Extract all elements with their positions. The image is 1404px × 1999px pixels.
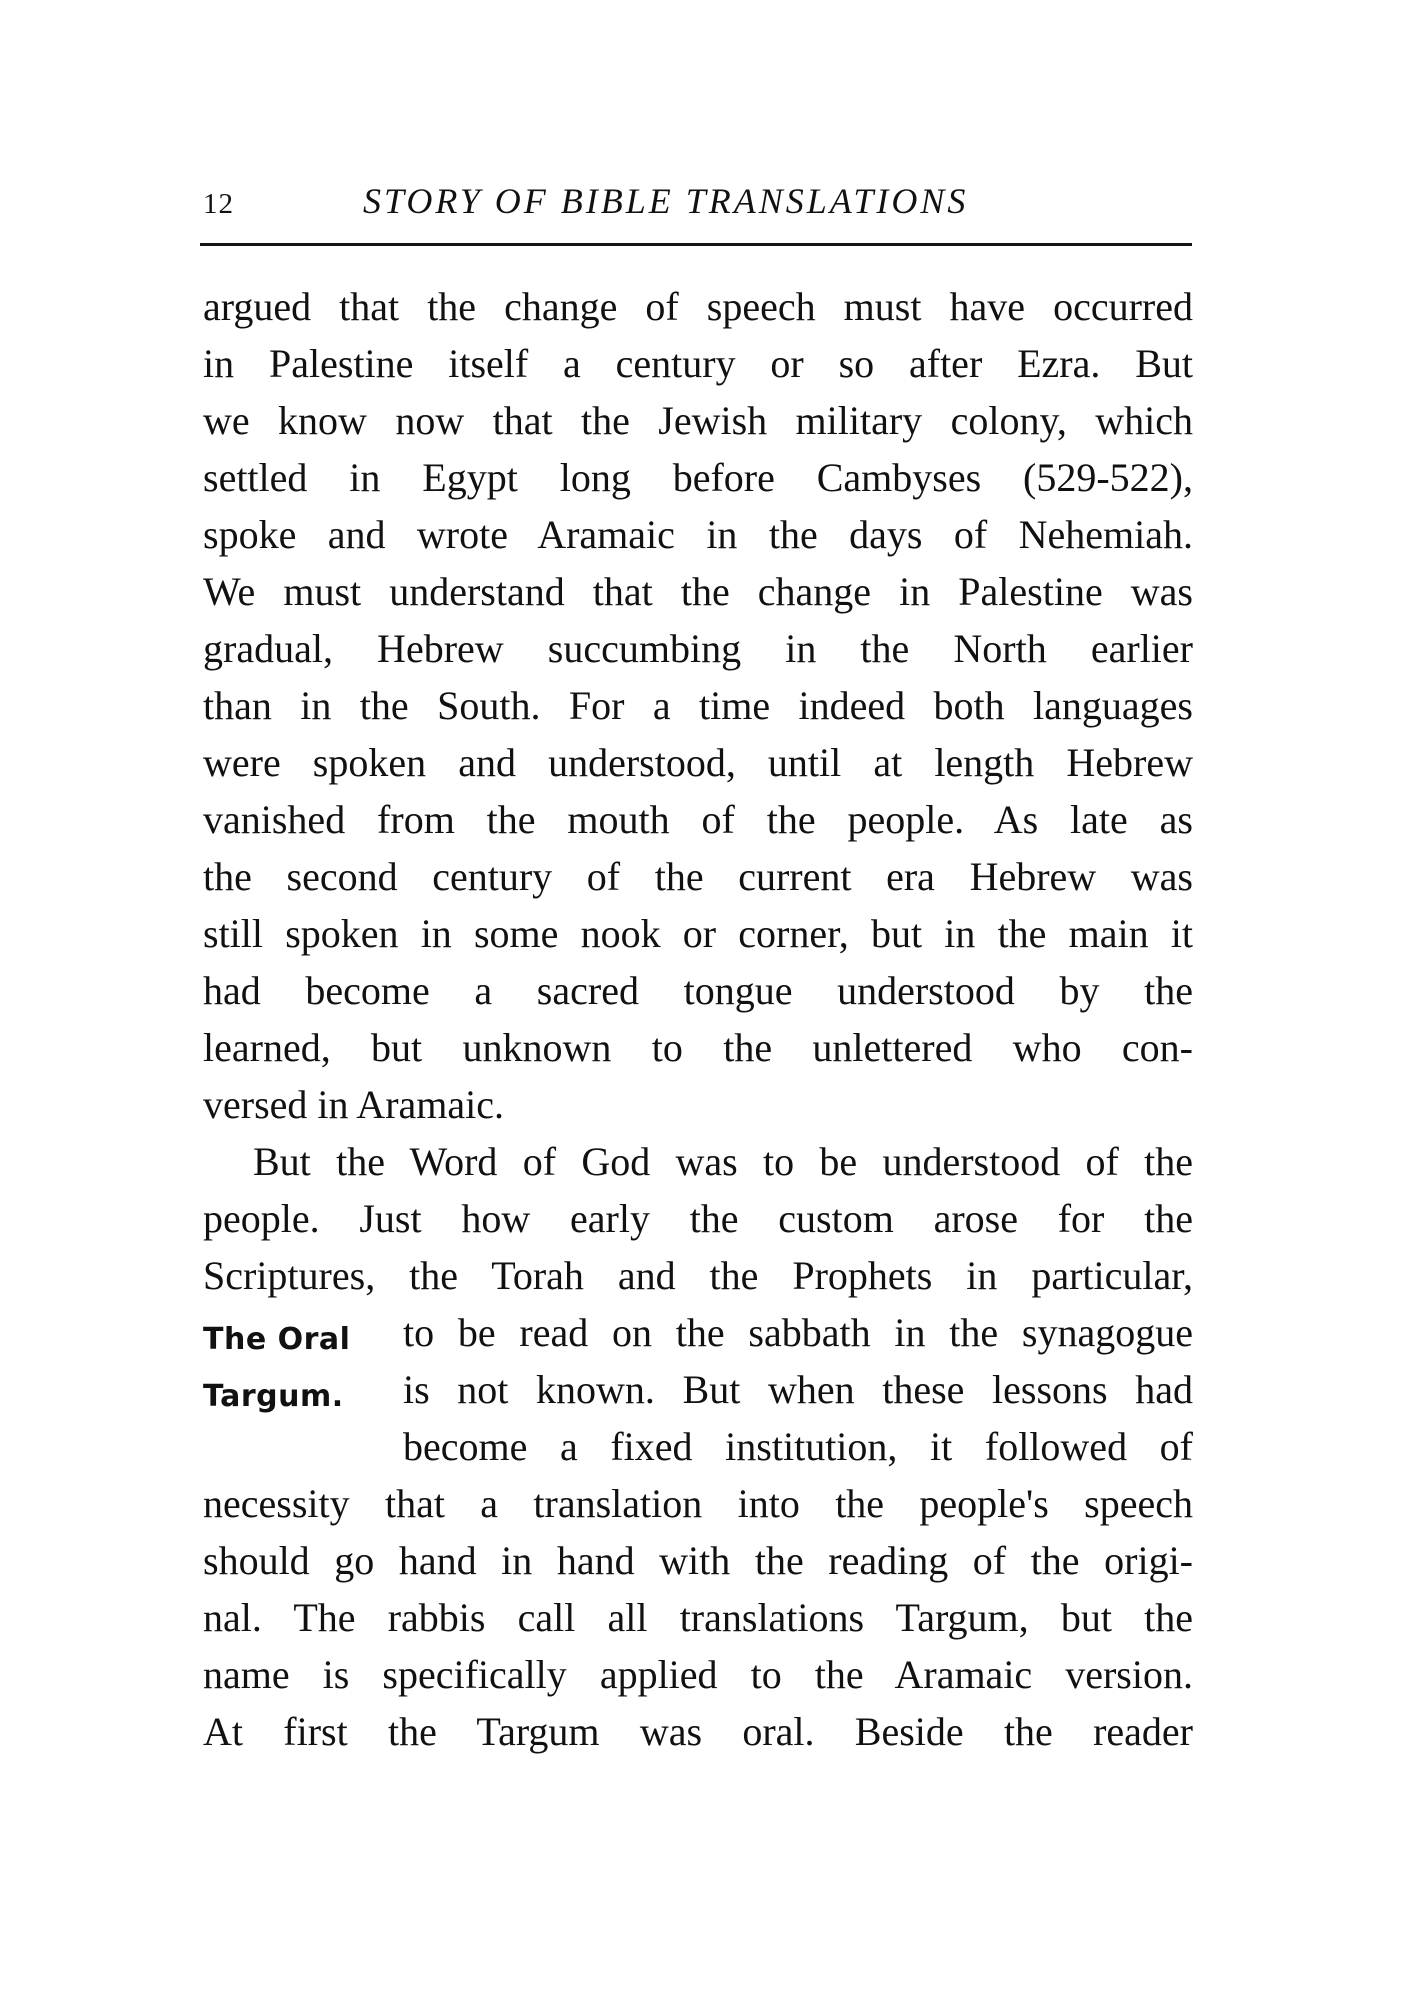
text-line: people. Just how early the custom arose for the xyxy=(203,1196,1193,1241)
text-line: we know now that the Jewish military colony, which xyxy=(203,398,1193,443)
text-line: necessity that a translation into the people's speech xyxy=(203,1481,1193,1526)
sidenote-line: Targum. xyxy=(203,1379,344,1414)
text-line: become a fixed institution, it followed of xyxy=(403,1424,1193,1469)
text-line: were spoken and understood, until at length Hebrew xyxy=(203,740,1193,785)
text-line: in Palestine itself a century or so after Ezra. But xyxy=(203,341,1193,386)
text-line: Scriptures, the Torah and the Prophets in particular, xyxy=(203,1253,1193,1298)
text-line: to be read on the sabbath in the synagogue xyxy=(403,1310,1193,1355)
text-line: name is specifically applied to the Aramaic version. xyxy=(203,1652,1193,1697)
text-line: spoke and wrote Aramaic in the days of Nehemiah. xyxy=(203,512,1193,557)
text-line: nal. The rabbis call all translations Targum, but the xyxy=(203,1595,1193,1640)
header-rule xyxy=(200,243,1192,246)
paragraph-start-line: But the Word of God was to be understood of the xyxy=(253,1139,1193,1184)
sidenote-line: The Oral xyxy=(203,1322,351,1357)
text-line: still spoken in some nook or corner, but in the main it xyxy=(203,911,1193,956)
text-line: should go hand in hand with the reading of the origi- xyxy=(203,1538,1193,1583)
text-line: than in the South. For a time indeed both languages xyxy=(203,683,1193,728)
text-line: learned, but unknown to the unlettered who con- xyxy=(203,1025,1193,1070)
text-line: At first the Targum was oral. Beside the reader xyxy=(203,1709,1193,1754)
text-line: argued that the change of speech must have occurred xyxy=(203,284,1193,329)
page-number: 12 xyxy=(203,188,234,220)
text-line: versed in Aramaic. xyxy=(203,1082,504,1127)
running-header xyxy=(203,180,1193,228)
text-line: the second century of the current era Hebrew was xyxy=(203,854,1193,899)
text-line: is not known. But when these lessons had xyxy=(403,1367,1193,1412)
text-line: vanished from the mouth of the people. As late as xyxy=(203,797,1193,842)
text-line: had become a sacred tongue understood by the xyxy=(203,968,1193,1013)
running-title: STORY OF BIBLE TRANSLATIONS xyxy=(363,181,969,221)
text-line: We must understand that the change in Palestine was xyxy=(203,569,1193,614)
text-line: gradual, Hebrew succumbing in the North earlier xyxy=(203,626,1193,671)
text-line: settled in Egypt long before Cambyses (529-522), xyxy=(203,455,1193,500)
